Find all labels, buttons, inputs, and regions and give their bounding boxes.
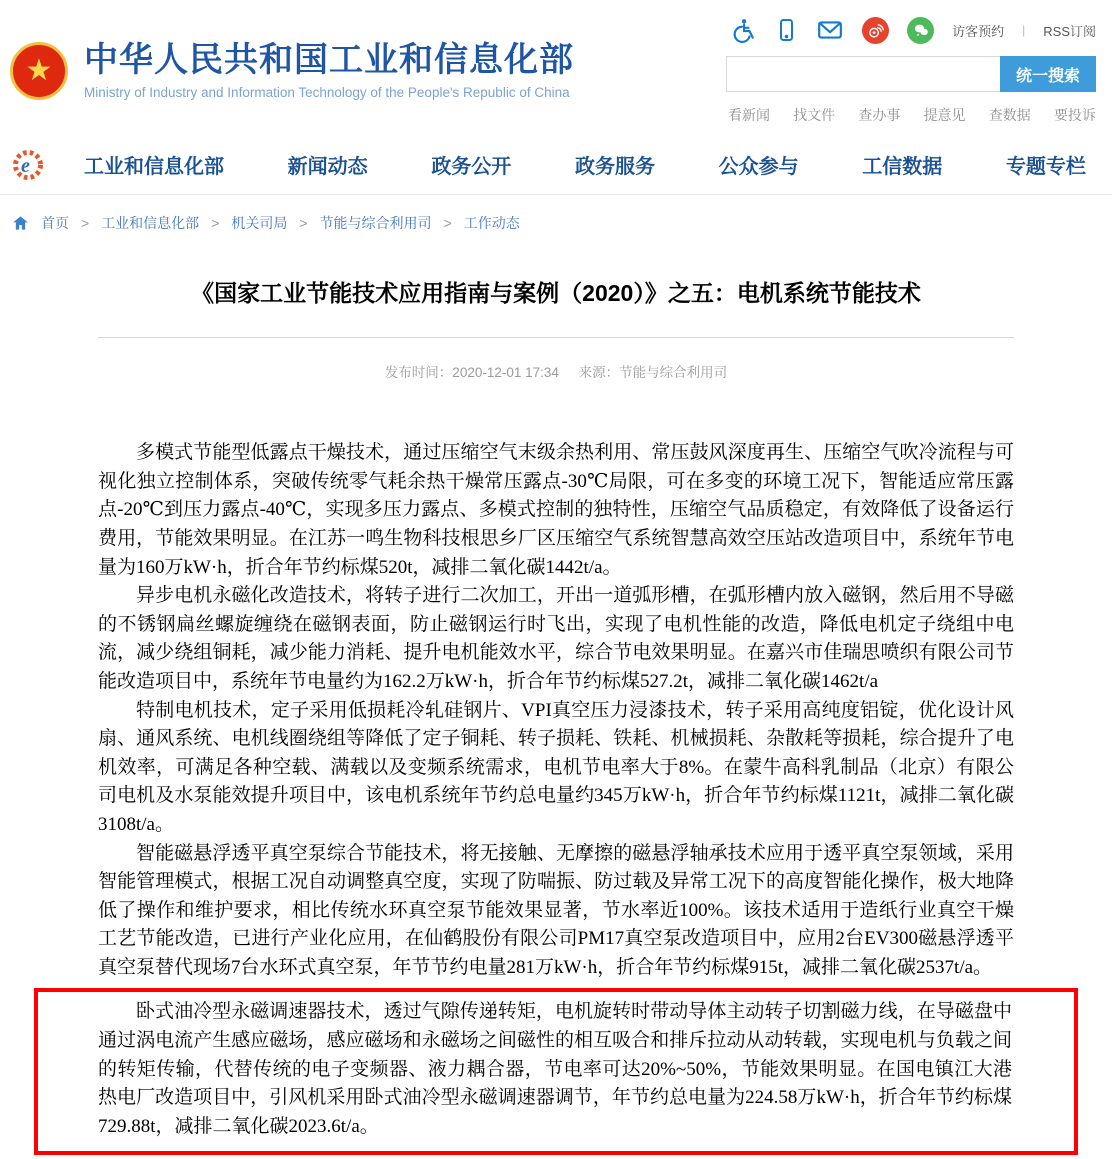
breadcrumb-work-news[interactable]: 工作动态 [463,215,520,231]
mail-icon[interactable] [816,17,844,43]
home-icon[interactable] [12,215,29,231]
site-title: 中华人民共和国工业和信息化部 [84,41,574,79]
breadcrumb-separator: > [299,215,308,231]
publish-time: 发布时间：2020-12-01 17:34 [384,365,559,381]
breadcrumb [0,195,1112,247]
nav-item-gov-info[interactable]: 政务公开 [431,156,512,178]
accessibility-icon[interactable] [730,17,756,43]
quick-link-services[interactable]: 查办事 [858,107,901,123]
nav-items [84,150,1100,179]
quick-link-feedback[interactable]: 提意见 [923,107,966,123]
highlighted-paragraph: 卧式油冷型永磁调速器技术，透过气隙传递转矩，电机旋转时带动导体主动转子切割磁力线，在导磁盘中通过涡电流产生感应磁场，感应磁场和永磁场之间磁性的相互吸合和排斥拉动从动转载，实现电机与负载之间的转矩传输，代替传统的电子变频器、液力耦合器，节电率可达20%~50%，节能效果明显。在国电镇江大港热电厂改造项目中，引风机采用卧式油冷型永磁调速器调节，年节约总电量为224.58万kW·h，折合年节约标煤729.88t，减排二氧化碳2023.6t/a。 [98,1001,1012,1137]
body-paragraph: 特制电机技术，定子采用低损耗冷轧硅钢片、VPI真空压力浸漆技术，转子采用高纯度铝锭，优化设计风扇、通风系统、电机线圈绕组等降低了定子铜耗、转子损耗、铁耗、机械损耗、杂散耗等损耗，综合提升了电机效率，可满足各种空载、满载以及变频系统需求，电机节电率大于8%。在蒙牛高科乳制品（北京）有限公司电机及水泵能效提升项目中，该电机系统年节约总电量约345万kW·h，折合年节约标煤1121t，减排二氧化碳3108t/a。 [98,699,1014,835]
site-brand [10,42,574,100]
mobile-icon[interactable] [774,17,798,43]
breadcrumb-miit[interactable]: 工业和信息化部 [101,215,200,231]
breadcrumb-energy-conservation-dept[interactable]: 节能与综合利用司 [319,215,432,231]
article-meta [98,361,1014,381]
search-area [726,56,1098,125]
visitor-appointment-link[interactable]: 访客预约 [952,23,1005,39]
nav-item-miit[interactable]: 工业和信息化部 [84,156,224,178]
breadcrumb-separator: > [443,215,452,231]
site-header [0,12,1112,125]
breadcrumb-separator: > [81,215,90,231]
breadcrumb-separator: > [211,215,220,231]
nav-item-public-participation[interactable]: 公众参与 [718,156,799,178]
quick-link-complaint[interactable]: 要投诉 [1053,107,1096,123]
unified-search-button[interactable]: 统一搜索 [1000,56,1096,92]
miit-gear-logo-icon [12,149,44,181]
svg-text:e: e [21,154,30,177]
body-paragraph: 智能磁悬浮透平真空泵综合节能技术，将无接触、无摩擦的磁悬浮轴承技术应用于透平真空泵领域，采用智能管理模式，根据工况自动调整真空度，实现了防喘振、防过载及异常工况下的高度智能化操作，极大地降低了操作和维护要求，相比传统水环真空泵节能效果显著，节水率近100%。该技术适用于造纸行业真空干燥工艺节能改造，已进行产业化应用，在仙鹤股份有限公司PM17真空泵改造项目中，应用2台EV300磁悬浮透平真空泵替代现场7台水环式真空泵，年节节约电量281万kW·h，折合年节约标煤915t，减排二氧化碳2537t/a。 [98,842,1014,978]
article-title: 《国家工业节能技术应用指南与案例（2020）》之五：电机系统节能技术 [191,280,921,306]
weibo-icon[interactable] [862,17,889,44]
quick-link-documents[interactable]: 找文件 [793,107,836,123]
nav-item-special-topics[interactable]: 专题专栏 [1005,156,1086,178]
site-subtitle-english: Ministry of Industry and Information Technology of the People's Republic of China [84,85,570,101]
article-body [98,439,1014,1155]
body-paragraph: 多模式节能型低露点干燥技术，通过压缩空气末级余热利用、常压鼓风深度再生、压缩空气吹冷流程与可视化独立控制体系，突破传统零气耗余热干燥常压露点-30℃局限，可在多变的环境工况下，智能适应常压露点-20℃到压力露点-40℃，实现多压力露点、多模式控制的独特性，压缩空气品质稳定，有效降低了设备运行费用，节能效果明显。在江苏一鸣生物科技根思乡厂区压缩空气系统智慧高效空压站改造项目中，系统年节电量为160万kW·h，折合年节约标煤520t，减排二氧化碳1442t/a。 [98,442,1014,578]
nav-item-news[interactable]: 新闻动态 [287,156,368,178]
main-nav [0,135,1112,195]
title-divider [98,337,1014,338]
breadcrumb-home[interactable]: 首页 [41,215,69,231]
quick-link-data[interactable]: 查数据 [988,107,1031,123]
search-input[interactable] [726,56,1000,92]
article-source: 来源：节能与综合利用司 [578,365,728,381]
rss-subscribe-link[interactable]: RSS订阅 [1043,23,1096,39]
quick-links-row [726,105,1098,125]
topbar-separator: | [1022,23,1026,37]
quick-link-news[interactable]: 看新闻 [728,107,770,123]
national-emblem-logo: ★ [10,42,68,100]
article [98,277,1014,1155]
nav-item-industry-data[interactable]: 工信数据 [862,156,943,178]
nav-item-gov-services[interactable]: 政务服务 [574,156,655,178]
body-paragraph: 异步电机永磁化改造技术，将转子进行二次加工，开出一道弧形槽，在弧形槽内放入磁钢，然后用不导磁的不锈钢扁丝螺旋缠绕在磁钢表面，防止磁钢运行时飞出，实现了电机性能的改造，降低电机定子绕组中电流，减少绕组铜耗，减少能力消耗、提升电机能效水平，综合节电效果明显。在嘉兴市佳瑞思喷织有限公司节能改造项目中，系统年节电量约为162.2万kW·h，折合年节约标煤527.2t，减排二氧化碳1462t/a [98,585,1014,692]
wechat-icon[interactable] [907,17,934,44]
breadcrumb-departments[interactable]: 机关司局 [231,215,288,231]
highlighted-annotation-box [34,988,1078,1155]
